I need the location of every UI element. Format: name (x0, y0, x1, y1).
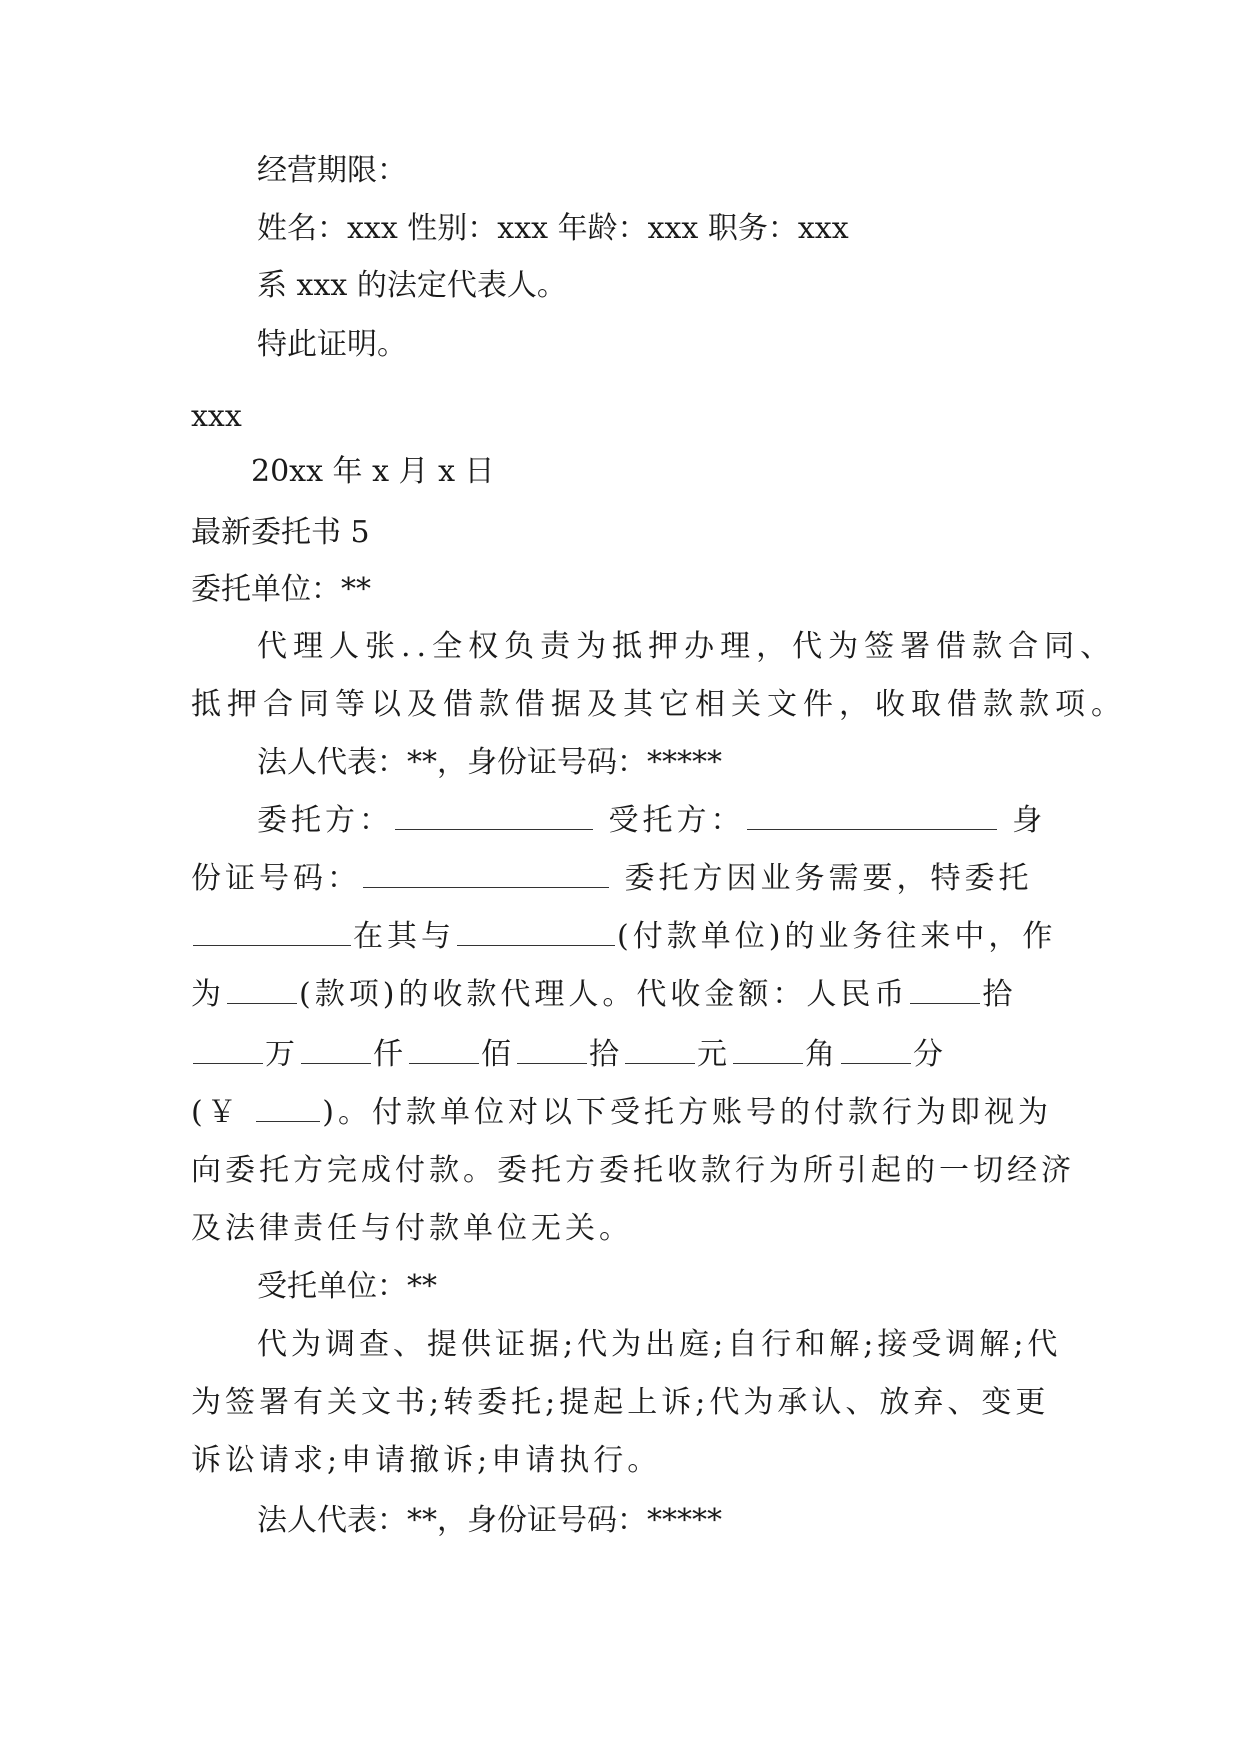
id-number-blank[interactable] (363, 861, 609, 888)
with-text: 在其与 (353, 919, 455, 954)
authority-line-1: 代为调查、提供证据;代为出庭;自行和解;接受调解;代 (257, 1327, 1062, 1362)
wan-unit: 万 (265, 1037, 299, 1072)
authority-line-3: 诉讼请求;申请撤诉;申请执行。 (191, 1443, 662, 1478)
payer-blank[interactable] (457, 919, 615, 946)
business-term-line: 经营期限： (257, 153, 407, 188)
yuan-blank[interactable] (625, 1037, 695, 1064)
liability-line-1: 向委托方完成付款。委托方委托收款行为所引起的一切经济 (191, 1153, 1075, 1188)
entrusted-unit-line: 受托单位：** (257, 1269, 437, 1304)
wan-blank[interactable] (193, 1037, 263, 1064)
entrusting-unit-line: 委托单位：** (191, 572, 371, 607)
trustee-blank[interactable] (193, 919, 351, 946)
fen-blank[interactable] (841, 1037, 911, 1064)
jiao-blank[interactable] (733, 1037, 803, 1064)
section-heading: 最新委托书 5 (191, 515, 370, 550)
shi-unit: 拾 (982, 977, 1017, 1012)
agent-blank[interactable] (747, 803, 997, 830)
yuan-unit: 元 (697, 1037, 731, 1072)
parties-line (257, 803, 1046, 839)
item-blank[interactable] (227, 977, 297, 1004)
figures-blank[interactable] (256, 1095, 320, 1122)
payment-line (191, 1095, 1052, 1131)
bai-blank[interactable] (409, 1037, 479, 1064)
qian-blank[interactable] (301, 1037, 371, 1064)
yuan-symbol-text: (￥ (191, 1095, 241, 1130)
amount-line (191, 977, 1016, 1013)
principal-label: 委托方： (257, 803, 393, 838)
amount-shi-wan-blank[interactable] (910, 977, 980, 1004)
jiao-unit: 角 (805, 1037, 839, 1072)
business-relation-line (191, 919, 1056, 955)
payer-unit-text: (付款单位)的业务往来中，作 (617, 919, 1057, 954)
id-number-line (191, 861, 1033, 897)
authority-line-2: 为签署有关文书;转委托;提起上诉;代为承认、放弃、变更 (191, 1385, 1050, 1420)
bai-unit: 佰 (481, 1037, 515, 1072)
agent-label: 受托方： (608, 803, 745, 838)
liability-line-2: 及法律责任与付款单位无关。 (191, 1211, 633, 1246)
id-label-end: 份证号码： (191, 861, 361, 896)
principal-blank[interactable] (395, 803, 593, 830)
date-line: 20xx 年 x 月 x 日 (251, 454, 495, 489)
id-label-start: 身 (1012, 803, 1047, 838)
legal-representative-line: 系 xxx 的法定代表人。 (257, 268, 567, 303)
payment-text: )。付款单位对以下受托方账号的付款行为即视为 (322, 1095, 1052, 1130)
shi-unit-2: 拾 (589, 1037, 623, 1072)
shi-blank[interactable] (517, 1037, 587, 1064)
legal-rep-id-line-2: 法人代表：**，身份证号码：***** (257, 1503, 722, 1538)
business-need-text: 委托方因业务需要，特委托 (624, 861, 1033, 896)
agent-scope-line-2: 抵押合同等以及借款借据及其它相关文件，收取借款款项。 (191, 687, 1127, 722)
legal-rep-id-line: 法人代表：**，身份证号码：***** (257, 745, 722, 780)
amount-units-line (191, 1037, 947, 1073)
certification-line: 特此证明。 (257, 327, 407, 362)
signature-name: xxx (191, 399, 242, 434)
qian-unit: 仟 (373, 1037, 407, 1072)
as-text: 为 (191, 977, 225, 1012)
agent-scope-line-1: 代理人张..全权负责为抵押办理，代为签署借款合同、 (257, 629, 1117, 664)
receiving-agent-text: (款项)的收款代理人。代收金额：人民币 (299, 977, 909, 1012)
fen-unit: 分 (913, 1037, 947, 1072)
personal-info-line: 姓名：xxx 性别：xxx 年龄：xxx 职务：xxx (257, 211, 849, 246)
